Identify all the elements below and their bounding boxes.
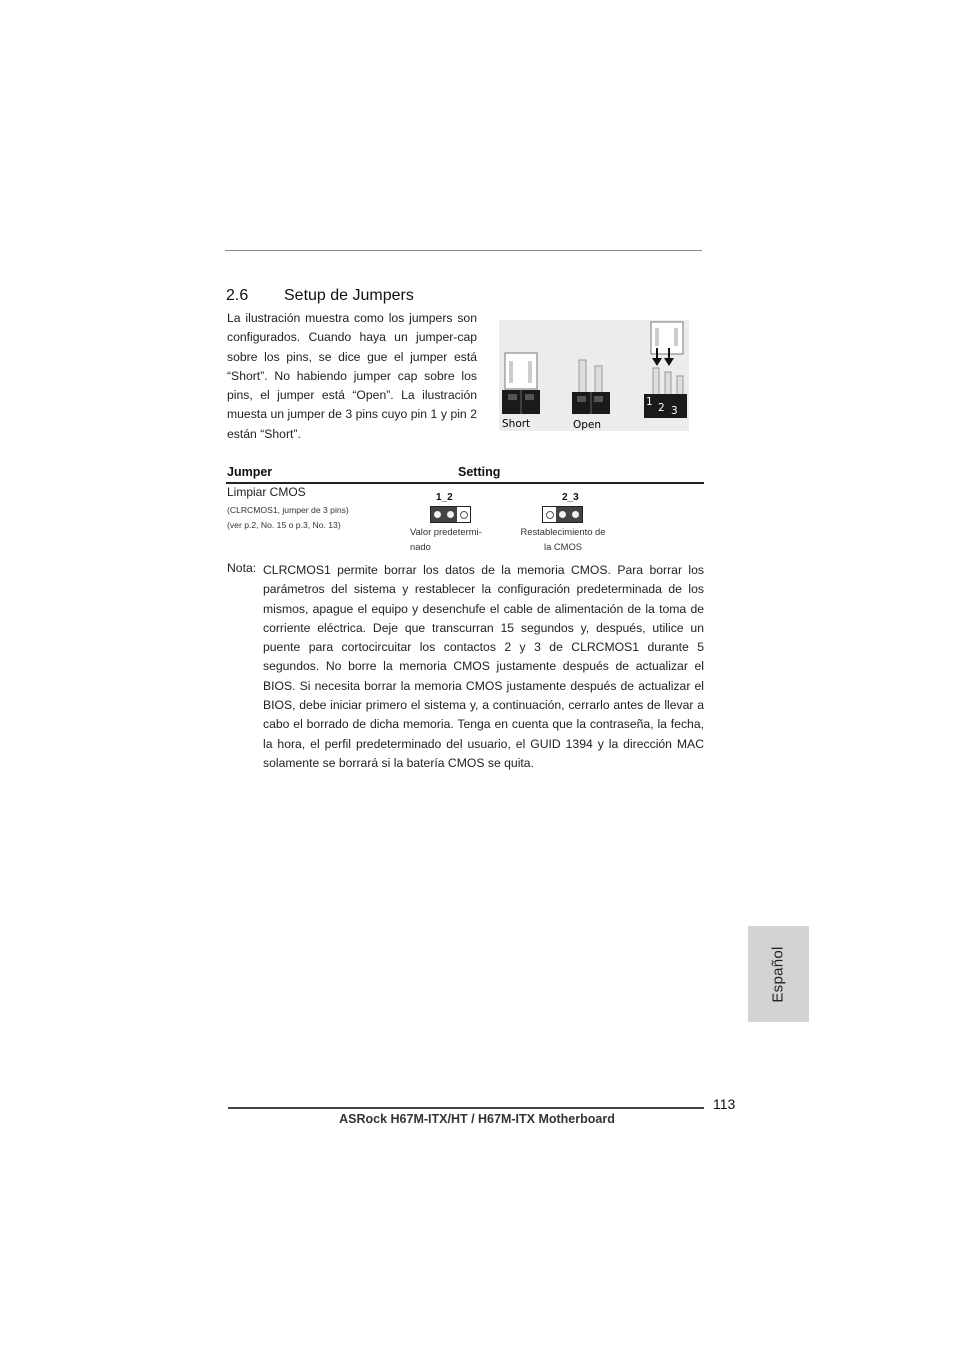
jumper-name: Limpiar CMOS (227, 485, 306, 499)
pin-number-2: 2 (658, 402, 665, 414)
jumper-illustration (499, 320, 689, 431)
short-label: Short (502, 418, 531, 430)
pin-number-3: 3 (671, 405, 678, 417)
short-jumper-graphic (502, 353, 540, 414)
open-label: Open (573, 419, 602, 431)
header-rule (225, 250, 702, 251)
language-tab-label: Español (770, 945, 787, 1003)
note-label: Nota: (227, 561, 257, 575)
section-title: Setup de Jumpers (284, 287, 414, 304)
jumper-1-2-diagram (430, 506, 471, 523)
page-number: 113 (713, 1096, 736, 1112)
table-header-setting: Setting (458, 465, 501, 479)
open-jumper-graphic (572, 360, 610, 414)
section-number: 2.6 (226, 287, 249, 304)
footer-rule (228, 1107, 704, 1109)
footer-title: ASRock H67M-ITX/HT / H67M-ITX Motherboard (339, 1112, 615, 1126)
table-header-rule (226, 482, 704, 484)
jumper-reference: (ver p.2, No. 15 o p.3, No. 13) (227, 520, 341, 530)
jumper-2-3-diagram (542, 506, 583, 523)
jumper-subtitle: (CLRCMOS1, jumper de 3 pins) (227, 505, 349, 515)
setting-1-2-label: 1_2 (436, 492, 453, 503)
setting-2-3-label: 2_3 (562, 492, 579, 503)
table-header-jumper: Jumper (227, 465, 273, 479)
setting-1-2-description: Valor predetermi- nado (410, 526, 482, 552)
note-text: CLRCMOS1 permite borrar los datos de la memoria CMOS. Para borrar los parámetros del sistema y restablecer la configuración predeterminada de los mismos, apague el equipo y desenchufe el cable de alimentación de la toma de corriente eléctrica. Deje que transcurran 15 segundos y, después, utilice un puente para cortocircuitar los contactos 2 y 3 de CLRCMOS1 durante 5 segundos. No borre la memoria CMOS justamente después de actualizar el BIOS. Si necesita borrar la memoria CMOS justamente después de actualizar el BIOS, debe iniciar primero el sistema y, a continuación, cerrarlo antes de llevar a cabo el borrado de dicha memoria. Tenga en cuenta que la contraseña, la fecha, la hora, el perfil predeterminado del usuario, el GUID 1394 y la dirección MAC solamente se borrará si la batería CMOS se quita. (263, 563, 704, 770)
intro-paragraph: La ilustración muestra como los jumpers son configurados. Cuando haya un jumper-cap sobre los pins, se dice gue el jumper está “Short”. No habiendo jumper cap sobre los pins, el jumper está “Open”. La ilustración muesta un jumper de 3 pins cuyo pin 1 y pin 2 están “Short”. (227, 311, 477, 441)
pin-number-1: 1 (646, 396, 653, 408)
setting-2-3-description: Restablecimiento de la CMOS (520, 526, 606, 552)
language-tab (748, 926, 809, 1022)
